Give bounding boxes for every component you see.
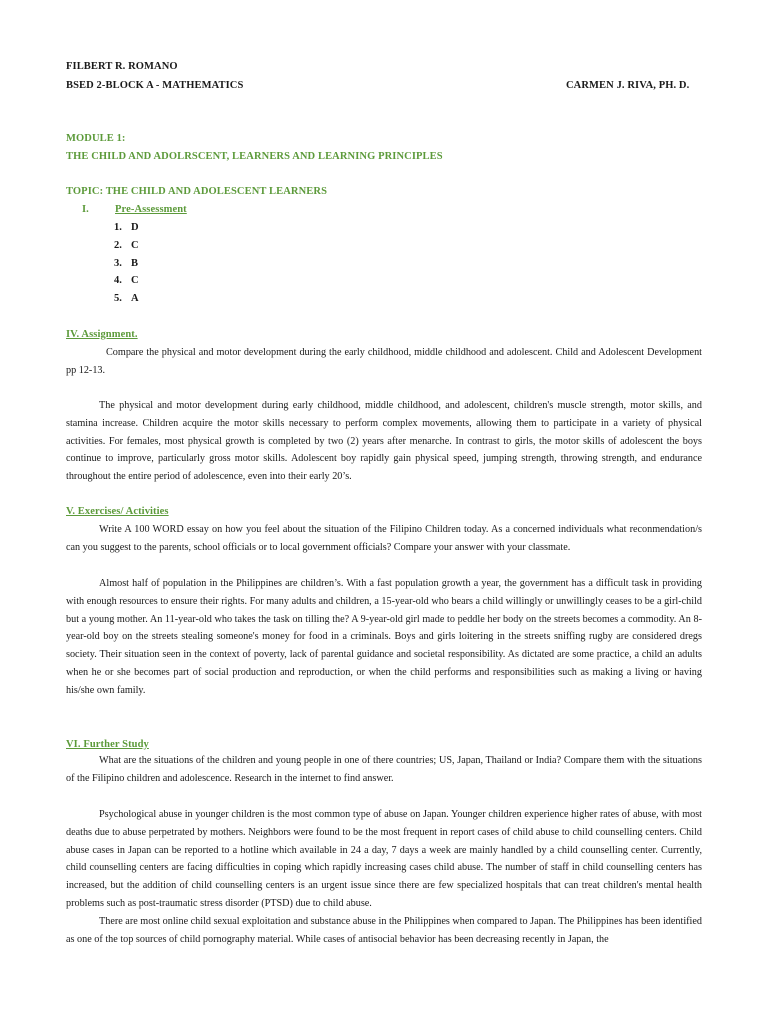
assignment-heading: IV. Assignment. bbox=[66, 329, 138, 340]
list-item: 3. B bbox=[114, 257, 139, 269]
exercises-heading: V. Exercises/ Activities bbox=[66, 506, 169, 517]
course-block: BSED 2-BLOCK A - MATHEMATICS bbox=[66, 80, 244, 91]
pre-assessment-heading: Pre-Assessment bbox=[115, 204, 187, 215]
pre-assessment-answer-list bbox=[114, 219, 139, 308]
topic-title: TOPIC: THE CHILD AND ADOLESCENT LEARNERS bbox=[66, 186, 328, 197]
further-study-prompt: What are the situations of the children and young people in one of there countries; US, Japan, Thailand or India? Compare them with the situations of the Filipino children and adolescence. Research in the internet to find answer. bbox=[66, 755, 702, 784]
assignment-prompt: Compare the physical and motor development during the early childhood, middle childhood and adolescent. Child and Adolescent Development pp 12-13. bbox=[66, 347, 702, 376]
list-item: 1. D bbox=[114, 222, 139, 233]
exercises-answer: Almost half of population in the Philippines are children’s. With a fast population growth a year, the government has a difficult task in providing with enough resources to ensure their rights. For many adults and children, a 15-year-old who bears a child willingly or unwillingly ceases to be a girl-child but a young mother. An 11-year-old who takes the task on tilling the? A 9-year-old girl made to peddle her body on the streets becomes a commodity. An 8-year-old boy on the streets stealing someone's money for food in a criminals. Boys and girls loitering in the streets sniffing rugby are considered dregs society. Their situation seen in the context of poverty, lack of parental guidance and societal responsibility. As dictated are some practice, a child an adults when he or she becomes part of social production and reproduction, or when the child performs and responsibilities such as making a living or having his/she own family. bbox=[66, 578, 702, 696]
module-number: MODULE 1: bbox=[66, 133, 126, 144]
instructor-name: CARMEN J. RIVA, PH. D. bbox=[566, 80, 690, 91]
further-study-answer-1: Psychological abuse in younger children is the most common type of abuse on Japan. Younger children experience higher rates of abuse, with most deaths due to abuse perpetrated by mothers. Neighbors were found to be the most frequent in report cases of child abuse to child counselling centers. Child abuse cases in Japan can be reported to a hotline which available in 24 a day, 7 days a week are mainly handled by a child counselling center. Currently, child counselling centers are facing difficulties in coping which rapidly increasing cases child abuse. The number of staff in child counselling centers has increased, but the addition of child counselling centers is an urgent issue since there are few specialized hospitals that can treat children's mental health problems such as post-traumatic stress disorder (PTSD) due to child abuse. bbox=[66, 809, 702, 909]
exercises-prompt: Write A 100 WORD essay on how you feel about the situation of the Filipino Children today. As a concerned individuals what reconmendation/s can you suggest to the parents, school officials or to local government officials? Compare your answer with your classmate. bbox=[66, 524, 702, 553]
student-name: FILBERT R. ROMANO bbox=[66, 61, 178, 72]
list-item: 4. C bbox=[114, 275, 139, 287]
section-numeral: I. bbox=[82, 204, 89, 215]
list-item: 5. A bbox=[114, 293, 139, 305]
further-study-answer-2: There are most online child sexual exploitation and substance abuse in the Philippines when compared to Japan. The Philippines has been identified as one of the top sources of child pornography material. While cases of antisocial behavior has been decreasing recently in Japan, the bbox=[66, 916, 702, 945]
list-item: 2. C bbox=[114, 239, 139, 251]
assignment-answer: The physical and motor development during early childhood, middle childhood, and adolescent, children's muscle strength, motor skills, and stamina increase. Children acquire the motor skills necessary to perform complex movements, allowing them to participate in a variety of physical activities. For females, most physical growth is completed by two (2) years after menarche. In contrast to girls, the motor skills of adolescent the boys continue to improve, particularly gross motor skills. Adolescent boy rapidly gain physical speed, jumping strength, throwing strength, and endurance throughout the entire period of adolescence, even into their early 20’s. bbox=[66, 400, 702, 483]
module-title: THE CHILD AND ADOLRSCENT, LEARNERS AND LEARNING PRINCIPLES bbox=[66, 151, 443, 162]
further-study-heading: VI. Further Study bbox=[66, 739, 149, 750]
